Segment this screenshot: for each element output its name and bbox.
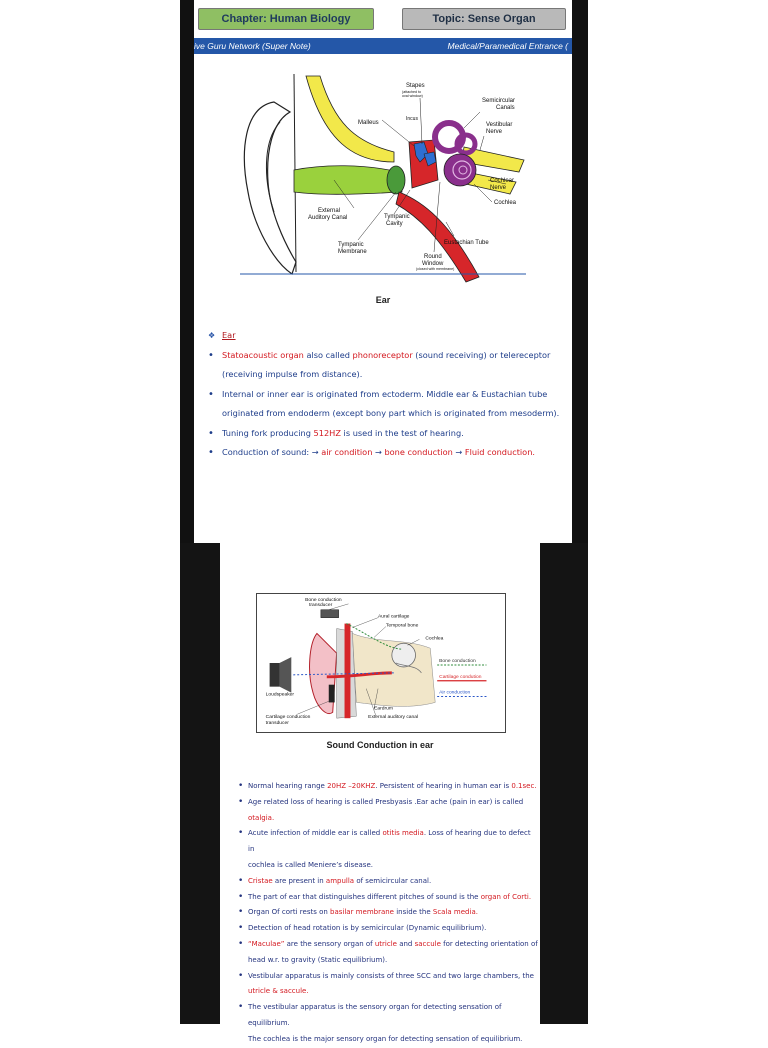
note-page-2 (220, 543, 540, 1043)
label-stapes-note: (attached to (402, 90, 421, 94)
label-eardrum: Eardrum (374, 706, 393, 712)
loudspeaker-cone (279, 657, 291, 692)
list-item: • Detection of head rotation is by semicircular (Dynamic equilibrium). (238, 921, 538, 937)
margin-left-top (0, 0, 180, 543)
notes-list-ear (208, 326, 568, 463)
label-aural-cartilage: Aural cartilage (378, 614, 410, 620)
sound-conduction-diagram (256, 593, 506, 733)
label-loudspeaker: Loudspeaker (265, 692, 295, 698)
label-cochlear-nerve: Nerve (490, 185, 507, 191)
auditory-canal-shape (294, 166, 402, 195)
label-vestibular-nerve: Nerve (486, 129, 503, 135)
list-item: • Organ Of corti rests on basilar membrane inside the Scala media. (238, 905, 538, 921)
notes-heading: ❖ Ear (208, 326, 568, 346)
list-item: • Conduction of sound: → air condition → bone conduction → Fluid conduction. (208, 443, 568, 463)
label-canals: Canals (496, 105, 515, 111)
list-item: • Tuning fork producing 512HZ is used in the test of hearing. (208, 424, 568, 444)
network-label: ive Guru Network (Super Note) (194, 41, 311, 51)
label-bone-transducer2: transducer (309, 602, 333, 608)
list-item: • Statoacoustic organ also called phonoreceptor (sound receiving) or telereceptor (receiving impulse from distance). (208, 346, 568, 385)
label-malleus: Malleus (358, 120, 379, 126)
chapter-title: Chapter: Human Biology (198, 8, 374, 30)
dark-edge-right-bottom (540, 543, 588, 1024)
label-cartilage-transducer: Cartilage conduction (265, 715, 311, 721)
tympanic-membrane-shape (387, 166, 405, 194)
list-item: • The vestibular apparatus is the sensory organ for detecting sensation of equilibrium. The cochlea is the major sensory organ for detecting sensation of equilibrium. (238, 1000, 538, 1047)
cochlea-shape-2 (392, 643, 416, 667)
temporal-region (352, 633, 435, 706)
label-bone-transducer: Bone conduction (305, 597, 342, 603)
margin-left-bottom (0, 543, 180, 1024)
list-item: • Vestibular apparatus is mainly consists of three SCC and two large chambers, the utricle & saccule. (238, 969, 538, 1001)
label-vestibular: Vestibular (486, 122, 513, 128)
dark-edge-left-bottom (180, 543, 220, 1024)
label-temporal-bone: Temporal bone (385, 623, 419, 629)
label-legend-bone: Bone conduction (439, 659, 476, 665)
label-tympanic-membrane-2: Membrane (338, 249, 367, 255)
pinna-shape (244, 102, 296, 274)
ear-anatomy-diagram (234, 62, 534, 287)
note-page-1 (194, 0, 572, 543)
list-item: • Cristae are present in ampulla of semicircular canal. (238, 874, 538, 890)
label-stapes-note2: oval window) (402, 94, 423, 98)
label-tympanic-membrane-1: Tympanic (338, 242, 364, 248)
list-item: • Acute infection of middle ear is called otitis media. Loss of hearing due to defect in cochlea is called Meniere’s disease. (238, 826, 538, 873)
label-tympanic-cavity-2: Cavity (386, 221, 403, 227)
label-external: External (318, 208, 341, 214)
label-round: Round (424, 254, 442, 260)
sound-conduction-caption: Sound Conduction in ear (326, 740, 434, 750)
aural-cartilage-shape (345, 624, 351, 719)
dark-edge-right-top (572, 0, 588, 543)
label-window-note: (closed with membrane) (416, 267, 455, 271)
topic-title: Topic: Sense Organ (402, 8, 566, 30)
list-item: • Internal or inner ear is originated from ectoderm. Middle ear & Eustachian tube originated from endoderm (except bony part which is originated from mesoderm). (208, 385, 568, 424)
label-external-canal: External auditory canal (368, 715, 419, 721)
list-item: • “Maculae” are the sensory organ of utricle and saccule for detecting orientation of head w.r. to gravity (Static equilibrium). (238, 937, 538, 969)
label-cartilage-transducer2: transducer (265, 721, 289, 727)
entrance-label: Medical/Paramedical Entrance ( (447, 41, 568, 51)
label-semicircular: Semicircular (482, 98, 516, 104)
label-eustachian: Eustachian Tube (444, 240, 489, 246)
label-incus: Incus (406, 116, 418, 122)
label-auditory-canal: Auditory Canal (308, 215, 348, 221)
list-item: • The part of ear that distinguishes different pitches of sound is the organ of Corti. (238, 890, 538, 906)
label-cochlear: Cochlear (490, 178, 515, 184)
label-cochlea: Cochlea (494, 200, 517, 206)
dark-edge-left-top (180, 0, 194, 543)
margin-right-top (572, 0, 768, 543)
source-strip (194, 38, 572, 54)
ear-caption: Ear (375, 295, 391, 305)
list-item: • Age related loss of hearing is called Presbyasis .Ear ache (pain in ear) is called otalgia. (238, 795, 538, 827)
label-tympanic-cavity-1: Tympanic (384, 214, 410, 220)
label-stapes: Stapes (406, 83, 425, 89)
label-cochlea-2: Cochlea (425, 636, 444, 642)
temporal-bone (306, 76, 394, 162)
cartilage-transducer-shape (329, 685, 335, 703)
label-window: Window (422, 261, 444, 267)
label-legend-cartilage: Cartilage condution (439, 674, 482, 680)
loudspeaker-shape (270, 663, 280, 687)
list-item: • Normal hearing range 20HZ –20KHZ. Persistent of hearing in human ear is 0.1sec. (238, 779, 538, 795)
margin-right-bottom (588, 543, 768, 1024)
label-legend-air: Air conduction (439, 690, 471, 696)
notes-list-hearing (238, 779, 538, 1048)
bone-transducer-shape (321, 610, 339, 618)
